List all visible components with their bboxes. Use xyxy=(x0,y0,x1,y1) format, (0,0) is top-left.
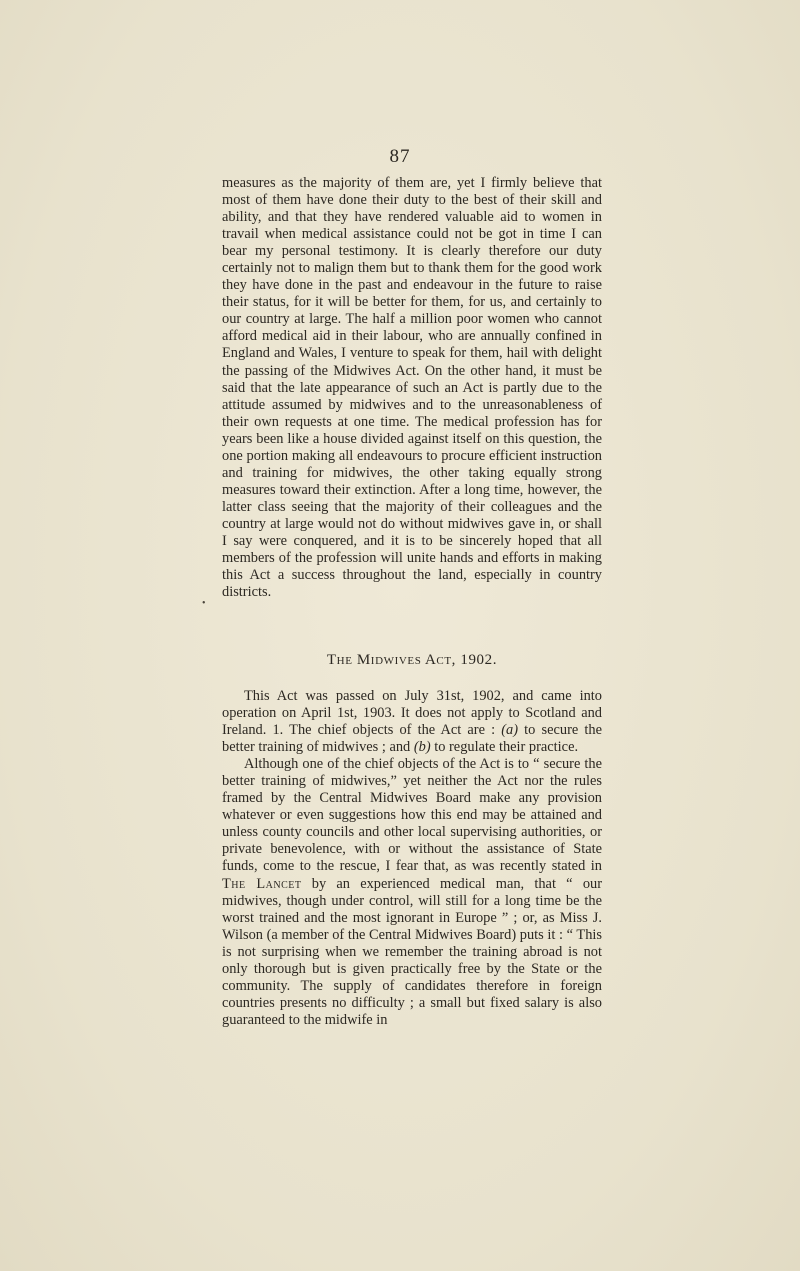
journal-name: The Lancet xyxy=(222,875,302,892)
section-paragraph-1-part-2: to secure the better training of midwives ; and xyxy=(222,722,602,756)
section-paragraph-2 xyxy=(222,756,602,1029)
opening-paragraph xyxy=(222,175,602,601)
section-heading: The Midwives Act, 1902. xyxy=(326,652,498,668)
section-paragraph-1-part-1: This Act was passed on July 31st, 1902, and came into operation on April 1st, 1903. It does not apply to Scotland and Ireland. 1. The chief objects of the Act are : xyxy=(222,688,602,739)
paragraph-text: measures as the majority of them are, yet I firmly believe that most of them have done their duty to the best of their skill and ability, and that they have rendered valuable aid to women in travail when medical assistance could not be got in time I can bear my personal testimony. It is clearly therefore our duty certainly not to malign them but to thank them for the good work they have done in the past and endeavour in the future to raise their status, for it will be better for them, for us, and certainly to our country at large. The half a million poor women who cannot afford medical aid in their labour, who are annually confined in England and Wales, I venture to speak for them, hail with delight the passing of the Midwives Act. On the other hand, it must be said that the late appearance of such an Act is partly due to the attitude assumed by midwives and to the unreasonableness of their own requests at one time. The medical profession has for years been like a house divided against itself on this question, the one portion making all endeavours to procure efficient instruction and training for midwives, the other taking equally strong measures toward their extinction. After a long time, however, the latter class seeing that the majority of their colleagues and the country at large would not do without midwives gave in, or shall I say were conquered, and it is to be sincerely hoped that all members of the profession will unite hands and efforts in making this Act a success throughout the land, especially in country districts. xyxy=(222,175,602,601)
section-paragraph-1 xyxy=(222,688,602,756)
section-body xyxy=(222,688,602,1029)
label-b: (b) xyxy=(413,739,431,756)
margin-dot: • xyxy=(202,598,206,609)
section-paragraph-1-part-3: to regulate their practice. xyxy=(430,739,579,756)
label-a: (a) xyxy=(501,722,519,739)
page-number: 87 xyxy=(389,146,411,167)
section-paragraph-2-part-1: Although one of the chief objects of the Act is to “ secure the better training of midwives,” yet neither the Act nor the rules framed by the Central Midwives Board make any provision whatever or even suggestions how this end may be attained and unless county councils and other local supervising authorities, or private benevolence, with or without the assistance of State funds, come to the rescue, I fear that, as was recently stated in xyxy=(222,756,602,875)
section-paragraph-2-part-2: by an experienced medical man, that “ our midwives, though under control, will still for a long time be the worst trained and the most ignorant in Europe ” ; or, as Miss J. Wilson (a member of the Central Midwives Board) puts it : “ This is not surprising when we remember the training abroad is not only thorough but is given practically free by the State or the community. The supply of candidates therefore in foreign countries presents no difficulty ; a small but fixed salary is also guaranteed to the midwife in xyxy=(222,875,602,1028)
